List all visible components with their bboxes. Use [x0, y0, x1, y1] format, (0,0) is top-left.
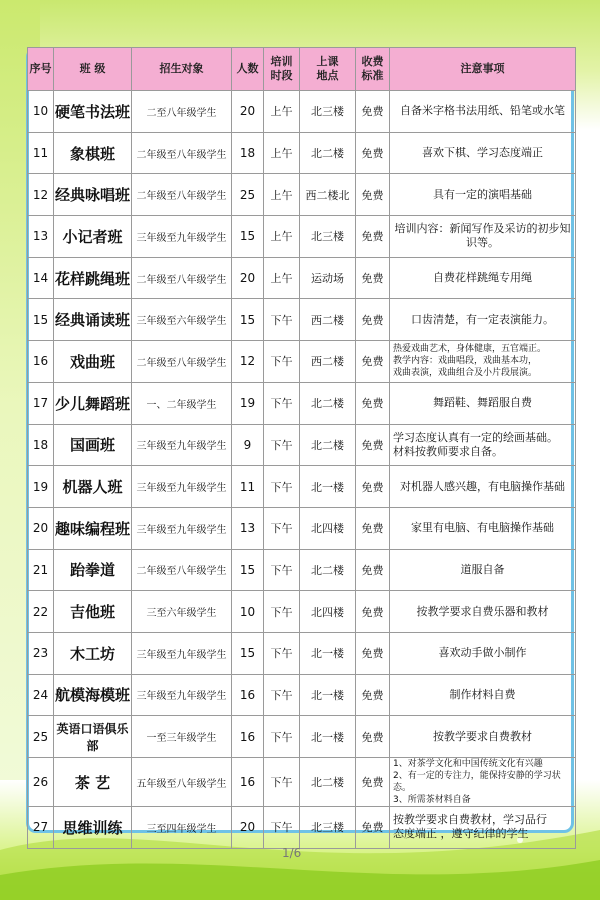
table-row [28, 807, 576, 849]
enrollment-target: 三年级至九年级学生 [132, 632, 232, 674]
training-time: 下午 [264, 507, 300, 549]
notes-cell [390, 91, 576, 133]
header-time [264, 48, 300, 91]
class-name: 机器人班 [54, 466, 132, 508]
class-location: 北三楼 [300, 807, 356, 849]
class-name: 硬笔书法班 [54, 91, 132, 133]
header-fee [356, 48, 390, 91]
notes-cell [390, 382, 576, 424]
class-name: 英语口语俱乐部 [54, 716, 132, 758]
row-number: 18 [28, 424, 54, 466]
table-row [28, 758, 576, 807]
fee-standard: 免费 [356, 216, 390, 258]
fee-standard: 免费 [356, 758, 390, 807]
notes-cell [390, 632, 576, 674]
table-row [28, 174, 576, 216]
enrollment-count: 15 [232, 632, 264, 674]
enrollment-target: 三年级至九年级学生 [132, 674, 232, 716]
class-location: 北三楼 [300, 216, 356, 258]
notes-cell [390, 716, 576, 758]
notes-cell [390, 466, 576, 508]
enrollment-count: 19 [232, 382, 264, 424]
class-location: 北一楼 [300, 632, 356, 674]
row-number: 17 [28, 382, 54, 424]
class-name: 经典诵读班 [54, 299, 132, 341]
table-row [28, 91, 576, 133]
class-name: 木工坊 [54, 632, 132, 674]
table-row [28, 424, 576, 466]
row-number: 23 [28, 632, 54, 674]
training-time: 下午 [264, 674, 300, 716]
note-line: 按教学要求自费乐器和教材 [416, 604, 549, 618]
notes-cell [390, 216, 576, 258]
enrollment-count: 9 [232, 424, 264, 466]
class-location: 北二楼 [300, 424, 356, 466]
header-fee-line1: 收费 [361, 55, 384, 68]
row-number: 22 [28, 591, 54, 633]
row-number: 24 [28, 674, 54, 716]
fee-standard: 免费 [356, 424, 390, 466]
enrollment-count: 11 [232, 466, 264, 508]
table-row [28, 466, 576, 508]
class-name: 跆拳道 [54, 549, 132, 591]
table-row [28, 632, 576, 674]
note-line: 学习态度认真有一定的绘画基础。 [393, 430, 558, 444]
class-name: 思维训练 [54, 807, 132, 849]
row-number: 12 [28, 174, 54, 216]
header-location-line1: 上课 [316, 55, 339, 68]
training-time: 下午 [264, 299, 300, 341]
class-name: 国画班 [54, 424, 132, 466]
enrollment-target: 三年级至九年级学生 [132, 216, 232, 258]
note-line: 戏曲表演，戏曲组合及小片段展演。 [393, 368, 538, 379]
enrollment-target: 二年级至八年级学生 [132, 132, 232, 174]
page-indicator: 1/6 [282, 846, 302, 860]
training-time: 下午 [264, 341, 300, 383]
table-row [28, 674, 576, 716]
fee-standard: 免费 [356, 257, 390, 299]
note-line: 2、有一定的专注力，能保持安静的学习状态。 [393, 771, 561, 793]
row-number: 19 [28, 466, 54, 508]
note-line: 制作材料自费 [449, 687, 516, 701]
fee-standard: 免费 [356, 299, 390, 341]
class-location: 西二楼北 [300, 174, 356, 216]
table-header-row [28, 48, 576, 91]
training-time: 上午 [264, 216, 300, 258]
note-line: 按教学要求自费教材，学习品行 [393, 813, 547, 827]
enrollment-target: 五年级至八年级学生 [132, 758, 232, 807]
training-time: 上午 [264, 174, 300, 216]
class-name: 茶 艺 [54, 758, 132, 807]
row-number: 13 [28, 216, 54, 258]
notes-cell [390, 674, 576, 716]
note-line: 教学内容：戏曲唱段，戏曲基本功， [393, 356, 538, 367]
enrollment-count: 16 [232, 716, 264, 758]
class-location: 北四楼 [300, 507, 356, 549]
note-line: 材料按教师要求自备。 [393, 444, 503, 458]
note-line: 家里有电脑、有电脑操作基础 [411, 521, 554, 535]
table-row [28, 382, 576, 424]
header-location-line2: 地点 [316, 69, 339, 82]
enrollment-count: 15 [232, 216, 264, 258]
enrollment-target: 三至六年级学生 [132, 591, 232, 633]
class-location: 北二楼 [300, 758, 356, 807]
note-line: 热爱戏曲艺术，身体健康，五官端正。 [393, 344, 547, 355]
training-time: 下午 [264, 807, 300, 849]
enrollment-target: 三年级至九年级学生 [132, 424, 232, 466]
table-row [28, 299, 576, 341]
note-line: 1、对茶学文化和中国传统文化有兴趣 [393, 759, 543, 769]
enrollment-target: 二年级至八年级学生 [132, 341, 232, 383]
note-line: 态度端正 ，遵守纪律的学生 [393, 827, 529, 841]
header-fee-line2: 标准 [361, 69, 384, 82]
row-number: 27 [28, 807, 54, 849]
fee-standard: 免费 [356, 807, 390, 849]
enrollment-count: 20 [232, 807, 264, 849]
header-target: 招生对象 [132, 48, 232, 91]
fee-standard: 免费 [356, 466, 390, 508]
note-line: 具有一定的演唱基础 [433, 187, 532, 201]
class-name: 经典咏唱班 [54, 174, 132, 216]
class-location: 北一楼 [300, 674, 356, 716]
class-location: 北二楼 [300, 382, 356, 424]
row-number: 15 [28, 299, 54, 341]
note-line: 自费花样跳绳专用绳 [433, 271, 532, 285]
notes-cell [390, 591, 576, 633]
enrollment-count: 18 [232, 132, 264, 174]
training-time: 上午 [264, 91, 300, 133]
enrollment-target: 二至八年级学生 [132, 91, 232, 133]
row-number: 21 [28, 549, 54, 591]
fee-standard: 免费 [356, 591, 390, 633]
row-number: 26 [28, 758, 54, 807]
note-line: 培训内容：新闻写作及采访的初步知识等。 [394, 222, 571, 250]
fee-standard: 免费 [356, 632, 390, 674]
enrollment-count: 15 [232, 299, 264, 341]
table-row [28, 257, 576, 299]
enrollment-target: 三年级至九年级学生 [132, 507, 232, 549]
enrollment-target: 一至三年级学生 [132, 716, 232, 758]
fee-standard: 免费 [356, 716, 390, 758]
class-location: 北二楼 [300, 549, 356, 591]
note-line: 对机器人感兴趣，有电脑操作基础 [400, 479, 565, 493]
row-number: 11 [28, 132, 54, 174]
class-name: 象棋班 [54, 132, 132, 174]
row-number: 14 [28, 257, 54, 299]
training-time: 上午 [264, 132, 300, 174]
note-line: 按教学要求自费教材 [433, 729, 532, 743]
row-number: 10 [28, 91, 54, 133]
class-location: 西二楼 [300, 299, 356, 341]
note-line: 喜欢动手做小制作 [438, 646, 527, 660]
fee-standard: 免费 [356, 382, 390, 424]
enrollment-count: 16 [232, 674, 264, 716]
row-number: 16 [28, 341, 54, 383]
class-location: 北二楼 [300, 132, 356, 174]
class-name: 航模海模班 [54, 674, 132, 716]
class-location: 运动场 [300, 257, 356, 299]
table-row [28, 716, 576, 758]
notes-cell [390, 341, 576, 383]
notes-cell [390, 549, 576, 591]
training-time: 下午 [264, 424, 300, 466]
note-line: 喜欢下棋、学习态度端正 [422, 146, 543, 160]
training-time: 上午 [264, 257, 300, 299]
training-time: 下午 [264, 591, 300, 633]
training-time: 下午 [264, 466, 300, 508]
row-number: 20 [28, 507, 54, 549]
class-name: 吉他班 [54, 591, 132, 633]
training-time: 下午 [264, 632, 300, 674]
notes-cell [390, 424, 576, 466]
notes-cell [390, 299, 576, 341]
note-line: 道服自备 [460, 562, 505, 576]
training-time: 下午 [264, 716, 300, 758]
header-location [300, 48, 356, 91]
header-time-line2: 时段 [270, 69, 293, 82]
notes-cell [390, 507, 576, 549]
enrollment-target: 二年级至八年级学生 [132, 549, 232, 591]
training-time: 下午 [264, 758, 300, 807]
notes-cell [390, 257, 576, 299]
table-row [28, 341, 576, 383]
class-name: 小记者班 [54, 216, 132, 258]
header-time-line1: 培训 [270, 55, 293, 68]
table-row [28, 591, 576, 633]
course-table [27, 47, 576, 849]
fee-standard: 免费 [356, 174, 390, 216]
class-name: 少儿舞蹈班 [54, 382, 132, 424]
fee-standard: 免费 [356, 91, 390, 133]
enrollment-count: 20 [232, 91, 264, 133]
note-line: 舞蹈鞋、舞蹈服自费 [433, 396, 532, 410]
class-location: 西二楼 [300, 341, 356, 383]
enrollment-target: 三年级至六年级学生 [132, 299, 232, 341]
enrollment-target: 二年级至八年级学生 [132, 174, 232, 216]
notes-cell [390, 807, 576, 849]
note-line: 3、所需茶材料自备 [393, 795, 471, 805]
class-location: 北三楼 [300, 91, 356, 133]
training-time: 下午 [264, 549, 300, 591]
class-name: 花样跳绳班 [54, 257, 132, 299]
row-number: 25 [28, 716, 54, 758]
header-class: 班 级 [54, 48, 132, 91]
table-row [28, 507, 576, 549]
enrollment-count: 12 [232, 341, 264, 383]
table-row [28, 216, 576, 258]
table-row [28, 132, 576, 174]
fee-standard: 免费 [356, 507, 390, 549]
notes-cell [390, 758, 576, 807]
fee-standard: 免费 [356, 549, 390, 591]
fee-standard: 免费 [356, 341, 390, 383]
notes-cell [390, 132, 576, 174]
class-location: 北一楼 [300, 716, 356, 758]
class-name: 戏曲班 [54, 341, 132, 383]
header-count: 人数 [232, 48, 264, 91]
class-location: 北四楼 [300, 591, 356, 633]
enrollment-count: 13 [232, 507, 264, 549]
enrollment-count: 10 [232, 591, 264, 633]
enrollment-count: 15 [232, 549, 264, 591]
fee-standard: 免费 [356, 674, 390, 716]
fee-standard: 免费 [356, 132, 390, 174]
enrollment-count: 20 [232, 257, 264, 299]
notes-cell [390, 174, 576, 216]
enrollment-target: 一、二年级学生 [132, 382, 232, 424]
enrollment-target: 二年级至八年级学生 [132, 257, 232, 299]
table-body [28, 91, 576, 849]
enrollment-target: 三年级至九年级学生 [132, 466, 232, 508]
note-line: 口齿清楚，有一定表演能力。 [411, 312, 554, 326]
class-name: 趣味编程班 [54, 507, 132, 549]
class-location: 北一楼 [300, 466, 356, 508]
enrollment-count: 25 [232, 174, 264, 216]
enrollment-target: 三至四年级学生 [132, 807, 232, 849]
header-no: 序号 [28, 48, 54, 91]
training-time: 下午 [264, 382, 300, 424]
enrollment-count: 16 [232, 758, 264, 807]
header-notes: 注意事项 [390, 48, 576, 91]
table-row [28, 549, 576, 591]
note-line: 自备米字格书法用纸、铅笔或水笔 [400, 104, 565, 118]
